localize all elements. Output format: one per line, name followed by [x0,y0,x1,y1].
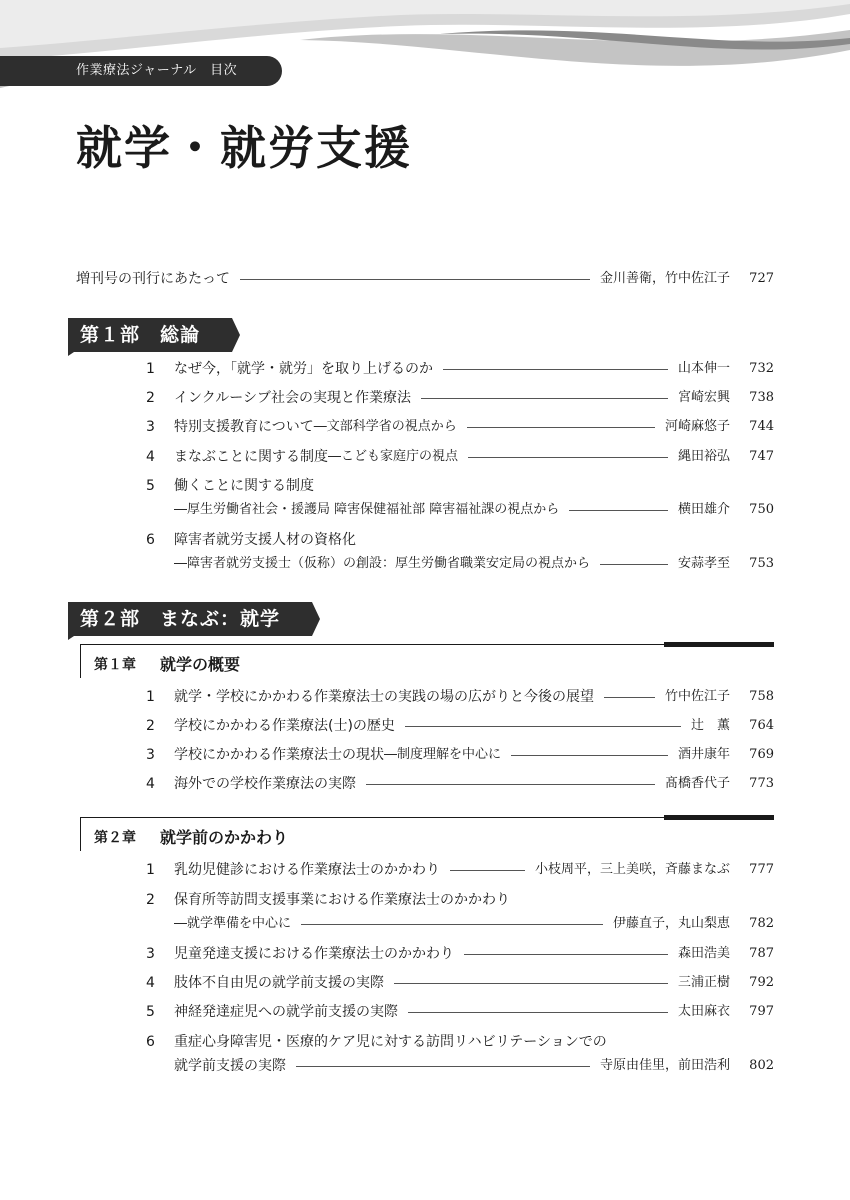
entry-page: 792 [749,975,774,990]
entry-number: 6 [146,532,155,548]
entry-title: 乳幼児健診における作業療法士のかかわり [174,862,440,878]
leader-line [569,510,668,511]
toc-entry-continuation[interactable] [174,499,774,521]
chapter-rule-accent [664,815,774,820]
part-label: 第１部 総論 [80,324,201,346]
toc-entry-heading[interactable] [146,1031,607,1053]
entry-author: 寺原由佳里，前田浩利 [599,1058,730,1073]
entry-number: 3 [146,747,155,763]
page-title: 就学・就労支援 [76,121,412,175]
toc-entry-heading[interactable] [146,529,356,551]
leader-line [464,954,668,955]
entry-author: 伊藤直子，丸山梨恵 [612,916,730,931]
entry-author: 金川善衛，竹中佐江子 [599,271,730,286]
entry-subtitle: ―こども家庭庁の視点 [328,449,459,464]
entry-subtitle: 就学前支援の実際 [174,1058,286,1074]
entry-title: 学校にかかわる作業療法士の現状 [174,747,384,763]
entry-author: 竹中佐江子 [664,689,730,704]
entry-page: 753 [749,556,774,571]
entry-page: 773 [749,776,774,791]
entry-number: 4 [146,776,155,792]
entry-author: 三浦正樹 [677,975,730,990]
entry-page: 797 [749,1004,774,1019]
entry-number: 5 [146,1004,155,1020]
toc-entry-continuation[interactable] [174,1055,774,1077]
chapter-rule-vertical [80,644,81,678]
entry-page: 787 [749,946,774,961]
entry-title: なぜ今，「就学・就労」を取り上げるのか [174,361,433,377]
entry-author: 安蒜孝至 [677,556,730,571]
entry-title: 特別支援教育について [174,419,314,435]
entry-page: 744 [749,419,774,434]
entry-title: 増刊号の刊行にあたって [76,271,230,287]
part-banner-2 [68,602,328,640]
part-label: 第２部 まなぶ：就学 [80,608,281,630]
entry-subtitle: ―就学準備を中心に [174,916,292,931]
chapter-header-2 [80,815,774,851]
entry-subtitle: ―障害者就労支援士（仮称）の創設：厚生労働省職業安定局の視点から [174,556,591,571]
entry-page: 777 [749,862,774,877]
entry-author: 宮崎宏興 [677,390,730,405]
entry-author: 山本伸一 [677,361,730,376]
entry-page: 750 [749,502,774,517]
leader-line [600,564,668,565]
toc-entry[interactable] [146,686,774,708]
leader-line [366,784,655,785]
leader-line [296,1066,590,1067]
entry-number: 3 [146,419,155,435]
toc-entry[interactable] [146,416,774,438]
chapter-rule-accent [664,642,774,647]
entry-number: 3 [146,946,155,962]
chapter-label: 第２章 [94,830,136,846]
leader-line [301,924,603,925]
entry-title: まなぶことに関する制度 [174,449,328,465]
chapter-title: 就学の概要 [160,655,241,674]
entry-number: 1 [146,361,155,377]
toc-entry[interactable] [146,943,774,965]
toc-entry-continuation[interactable] [174,913,774,935]
entry-number: 4 [146,449,155,465]
entry-title: 神経発達症児への就学前支援の実際 [174,1004,398,1020]
leader-line [604,697,655,698]
entry-subtitle: ―厚生労働省社会・援護局 障害保健福祉部 障害福祉課の視点から [174,502,560,517]
toc-entry-continuation[interactable] [174,553,774,575]
entry-page: 802 [749,1058,774,1073]
part-banner-1 [68,318,328,356]
entry-number: 6 [146,1034,155,1050]
leader-line [468,457,668,458]
toc-entry[interactable] [146,358,774,380]
entry-author: 小枝周平，三上美咲，斉藤まなぶ [534,862,730,877]
entry-page: 747 [749,449,774,464]
leader-line [511,755,668,756]
entry-title: 肢体不自由児の就学前支援の実際 [174,975,384,991]
entry-page: 758 [749,689,774,704]
toc-entry[interactable] [146,859,774,881]
toc-entry[interactable] [146,744,774,766]
entry-author: 森田浩美 [677,946,730,961]
entry-page: 738 [749,390,774,405]
entry-title: 重症心身障害児・医療的ケア児に対する訪問リハビリテーションでの [174,1034,607,1050]
entry-number: 2 [146,892,155,908]
toc-entry[interactable] [146,446,774,468]
leader-line [394,983,668,984]
entry-author: 河崎麻悠子 [664,419,730,434]
entry-number: 2 [146,390,155,406]
leader-line [443,369,668,370]
journal-toc-label: 作業療法ジャーナル 目次 [76,63,238,78]
journal-toc-tab [0,56,282,86]
leader-line [408,1012,668,1013]
entry-number: 2 [146,718,155,734]
entry-page: 782 [749,916,774,931]
toc-entry-intro[interactable] [76,268,774,290]
chapter-title: 就学前のかかわり [160,828,289,847]
toc-entry[interactable] [146,773,774,795]
entry-title: 海外での学校作業療法の実際 [174,776,356,792]
entry-title: 就学・学校にかかわる作業療法士の実践の場の広がりと今後の展望 [174,689,594,705]
chapter-rule-vertical [80,817,81,851]
entry-title: インクルーシブ社会の実現と作業療法 [174,390,412,406]
entry-title: 児童発達支援における作業療法士のかかわり [174,946,454,962]
toc-entry[interactable] [146,387,774,409]
entry-author: 太田麻衣 [677,1004,730,1019]
entry-title: 働くことに関する制度 [174,478,314,494]
chapter-label: 第１章 [94,657,136,673]
leader-line [467,427,655,428]
entry-title: 学校にかかわる作業療法(士)の歴史 [174,718,395,734]
entry-number: 1 [146,862,155,878]
leader-line [450,870,525,871]
entry-page: 764 [749,718,774,733]
entry-number: 5 [146,478,155,494]
leader-line [421,398,668,399]
entry-number: 1 [146,689,155,705]
entry-page: 732 [749,361,774,376]
toc-entry-heading[interactable] [146,475,314,497]
toc-entry[interactable] [146,972,774,994]
toc-entry[interactable] [146,1001,774,1023]
leader-line [240,279,590,280]
entry-author: 辻 薫 [690,718,730,733]
entry-title: 保育所等訪問支援事業における作業療法士のかかわり [174,892,510,908]
entry-page: 727 [749,271,774,286]
entry-subtitle: ―文部科学省の視点から [313,419,457,434]
entry-title: 障害者就労支援人材の資格化 [174,532,356,548]
toc-entry-heading[interactable] [146,889,510,911]
entry-author: 縄田裕弘 [677,449,730,464]
header-wave-decoration [0,0,850,110]
entry-subtitle: ―制度理解を中心に [384,747,502,762]
toc-entry[interactable] [146,715,774,737]
entry-author: 髙橋香代子 [664,776,730,791]
chapter-header-1 [80,642,774,678]
entry-author: 横田雄介 [677,502,730,517]
entry-page: 769 [749,747,774,762]
entry-number: 4 [146,975,155,991]
entry-author: 酒井康年 [677,747,730,762]
leader-line [405,726,681,727]
